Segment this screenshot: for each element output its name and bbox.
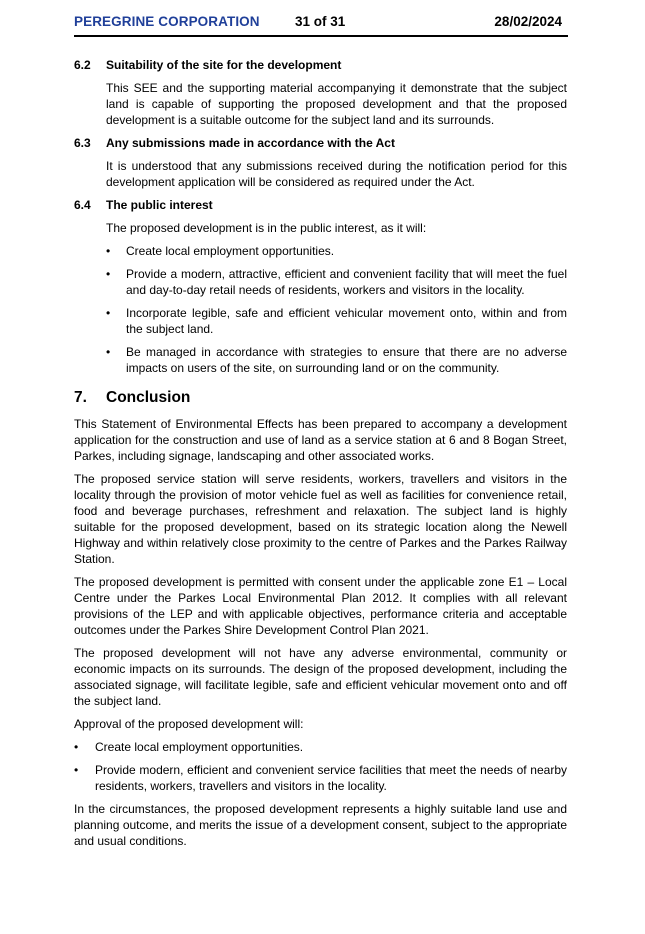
public-interest-list xyxy=(74,243,567,376)
list-item-text: Provide modern, efficient and convenient service facilities that meet the needs of nearby residents, workers, travellers and visitors in the locality. xyxy=(95,763,567,793)
list-item-text: Create local employment opportunities. xyxy=(126,244,335,258)
bullet-icon: • xyxy=(74,740,79,754)
conclusion-paragraph: The proposed service station will serve residents, workers, travellers and visitors in the locality through the provision of motor vehicle fuel as well as facilities for convenience retail, food and beverage purchases, refreshment and relaxation. The subject land is highly suitable for the proposed development, based on its strategic location along the Newell Highway and within relatively close proximity to the centre of Parkes and the Parkes Railway Station. xyxy=(74,472,567,566)
section-number: 7. xyxy=(74,389,87,406)
bullet-icon: • xyxy=(106,244,111,258)
list-item xyxy=(74,762,567,794)
conclusion-paragraph: This Statement of Environmental Effects has been prepared to accompany a development application for the construction and use of land as a service station at 6 and 8 Bogan Street, Parkes, including signage, landscaping and other associated works. xyxy=(74,417,567,463)
conclusion-paragraph: The proposed development will not have any adverse environmental, community or economic impacts on its surrounds. The design of the proposed development, including the associated signage, will facilitate legible, safe and efficient vehicular movement onto and off the subject land. xyxy=(74,646,567,708)
section-6-2-paragraph: This SEE and the supporting material accompanying it demonstrate that the subject land is capable of supporting the proposed development and that the proposed development is a suitable outcome for the subject land and its surrounds. xyxy=(106,81,567,127)
approval-list xyxy=(74,739,567,794)
list-item-text: Be managed in accordance with strategies to ensure that there are no adverse impacts on users of the site, on surrounding land or on the community. xyxy=(126,345,567,375)
section-number: 6.4 xyxy=(74,198,91,212)
list-item xyxy=(106,266,567,298)
list-item xyxy=(106,344,567,376)
section-6-3-heading xyxy=(74,135,567,151)
list-item xyxy=(106,305,567,337)
section-number: 6.3 xyxy=(74,136,91,150)
bullet-icon: • xyxy=(106,345,111,359)
section-title: Suitability of the site for the development xyxy=(106,58,342,72)
list-item-text: Provide a modern, attractive, efficient and convenient facility that will meet the fuel and day-to-day retail needs of residents, workers and visitors in the locality. xyxy=(126,267,567,297)
section-6-4-intro: The proposed development is in the public interest, as it will: xyxy=(106,221,427,235)
list-item-text: Create local employment opportunities. xyxy=(95,740,304,754)
bullet-icon: • xyxy=(106,306,111,320)
conclusion-paragraph: Approval of the proposed development will: xyxy=(74,717,304,731)
document-body xyxy=(74,57,567,856)
bullet-icon: • xyxy=(74,763,79,777)
section-6-4-heading xyxy=(74,197,567,213)
company-name: PEREGRINE CORPORATION xyxy=(74,14,260,29)
list-item xyxy=(74,739,567,755)
closing-paragraph: In the circumstances, the proposed development represents a highly suitable land use and planning outcome, and merits the issue of a development consent, subject to the appropriate and usual conditions. xyxy=(74,802,567,848)
section-number: 6.2 xyxy=(74,58,91,72)
conclusion-paragraph: The proposed development is permitted with consent under the applicable zone E1 – Local Centre under the Parkes Local Environmental Plan 2012. It complies with all relevant provisions of the LEP and with applicable objectives, performance criteria and acceptable outcomes under the Parkes Shire Development Control Plan 2021. xyxy=(74,575,567,637)
page-number: 31 of 31 xyxy=(295,14,346,29)
document-date: 28/02/2024 xyxy=(494,14,562,29)
section-title: Any submissions made in accordance with the Act xyxy=(106,136,395,150)
bullet-icon: • xyxy=(106,267,111,281)
list-item xyxy=(106,243,567,259)
section-6-3-paragraph: It is understood that any submissions received during the notification period for this development application will be considered as required under the Act. xyxy=(106,159,567,189)
section-6-2-heading xyxy=(74,57,567,73)
section-title: The public interest xyxy=(106,198,213,212)
section-title: Conclusion xyxy=(106,389,191,406)
section-7-heading xyxy=(74,388,567,408)
list-item-text: Incorporate legible, safe and efficient vehicular movement onto, within and from the subject land. xyxy=(126,306,567,336)
page-header xyxy=(74,13,568,37)
